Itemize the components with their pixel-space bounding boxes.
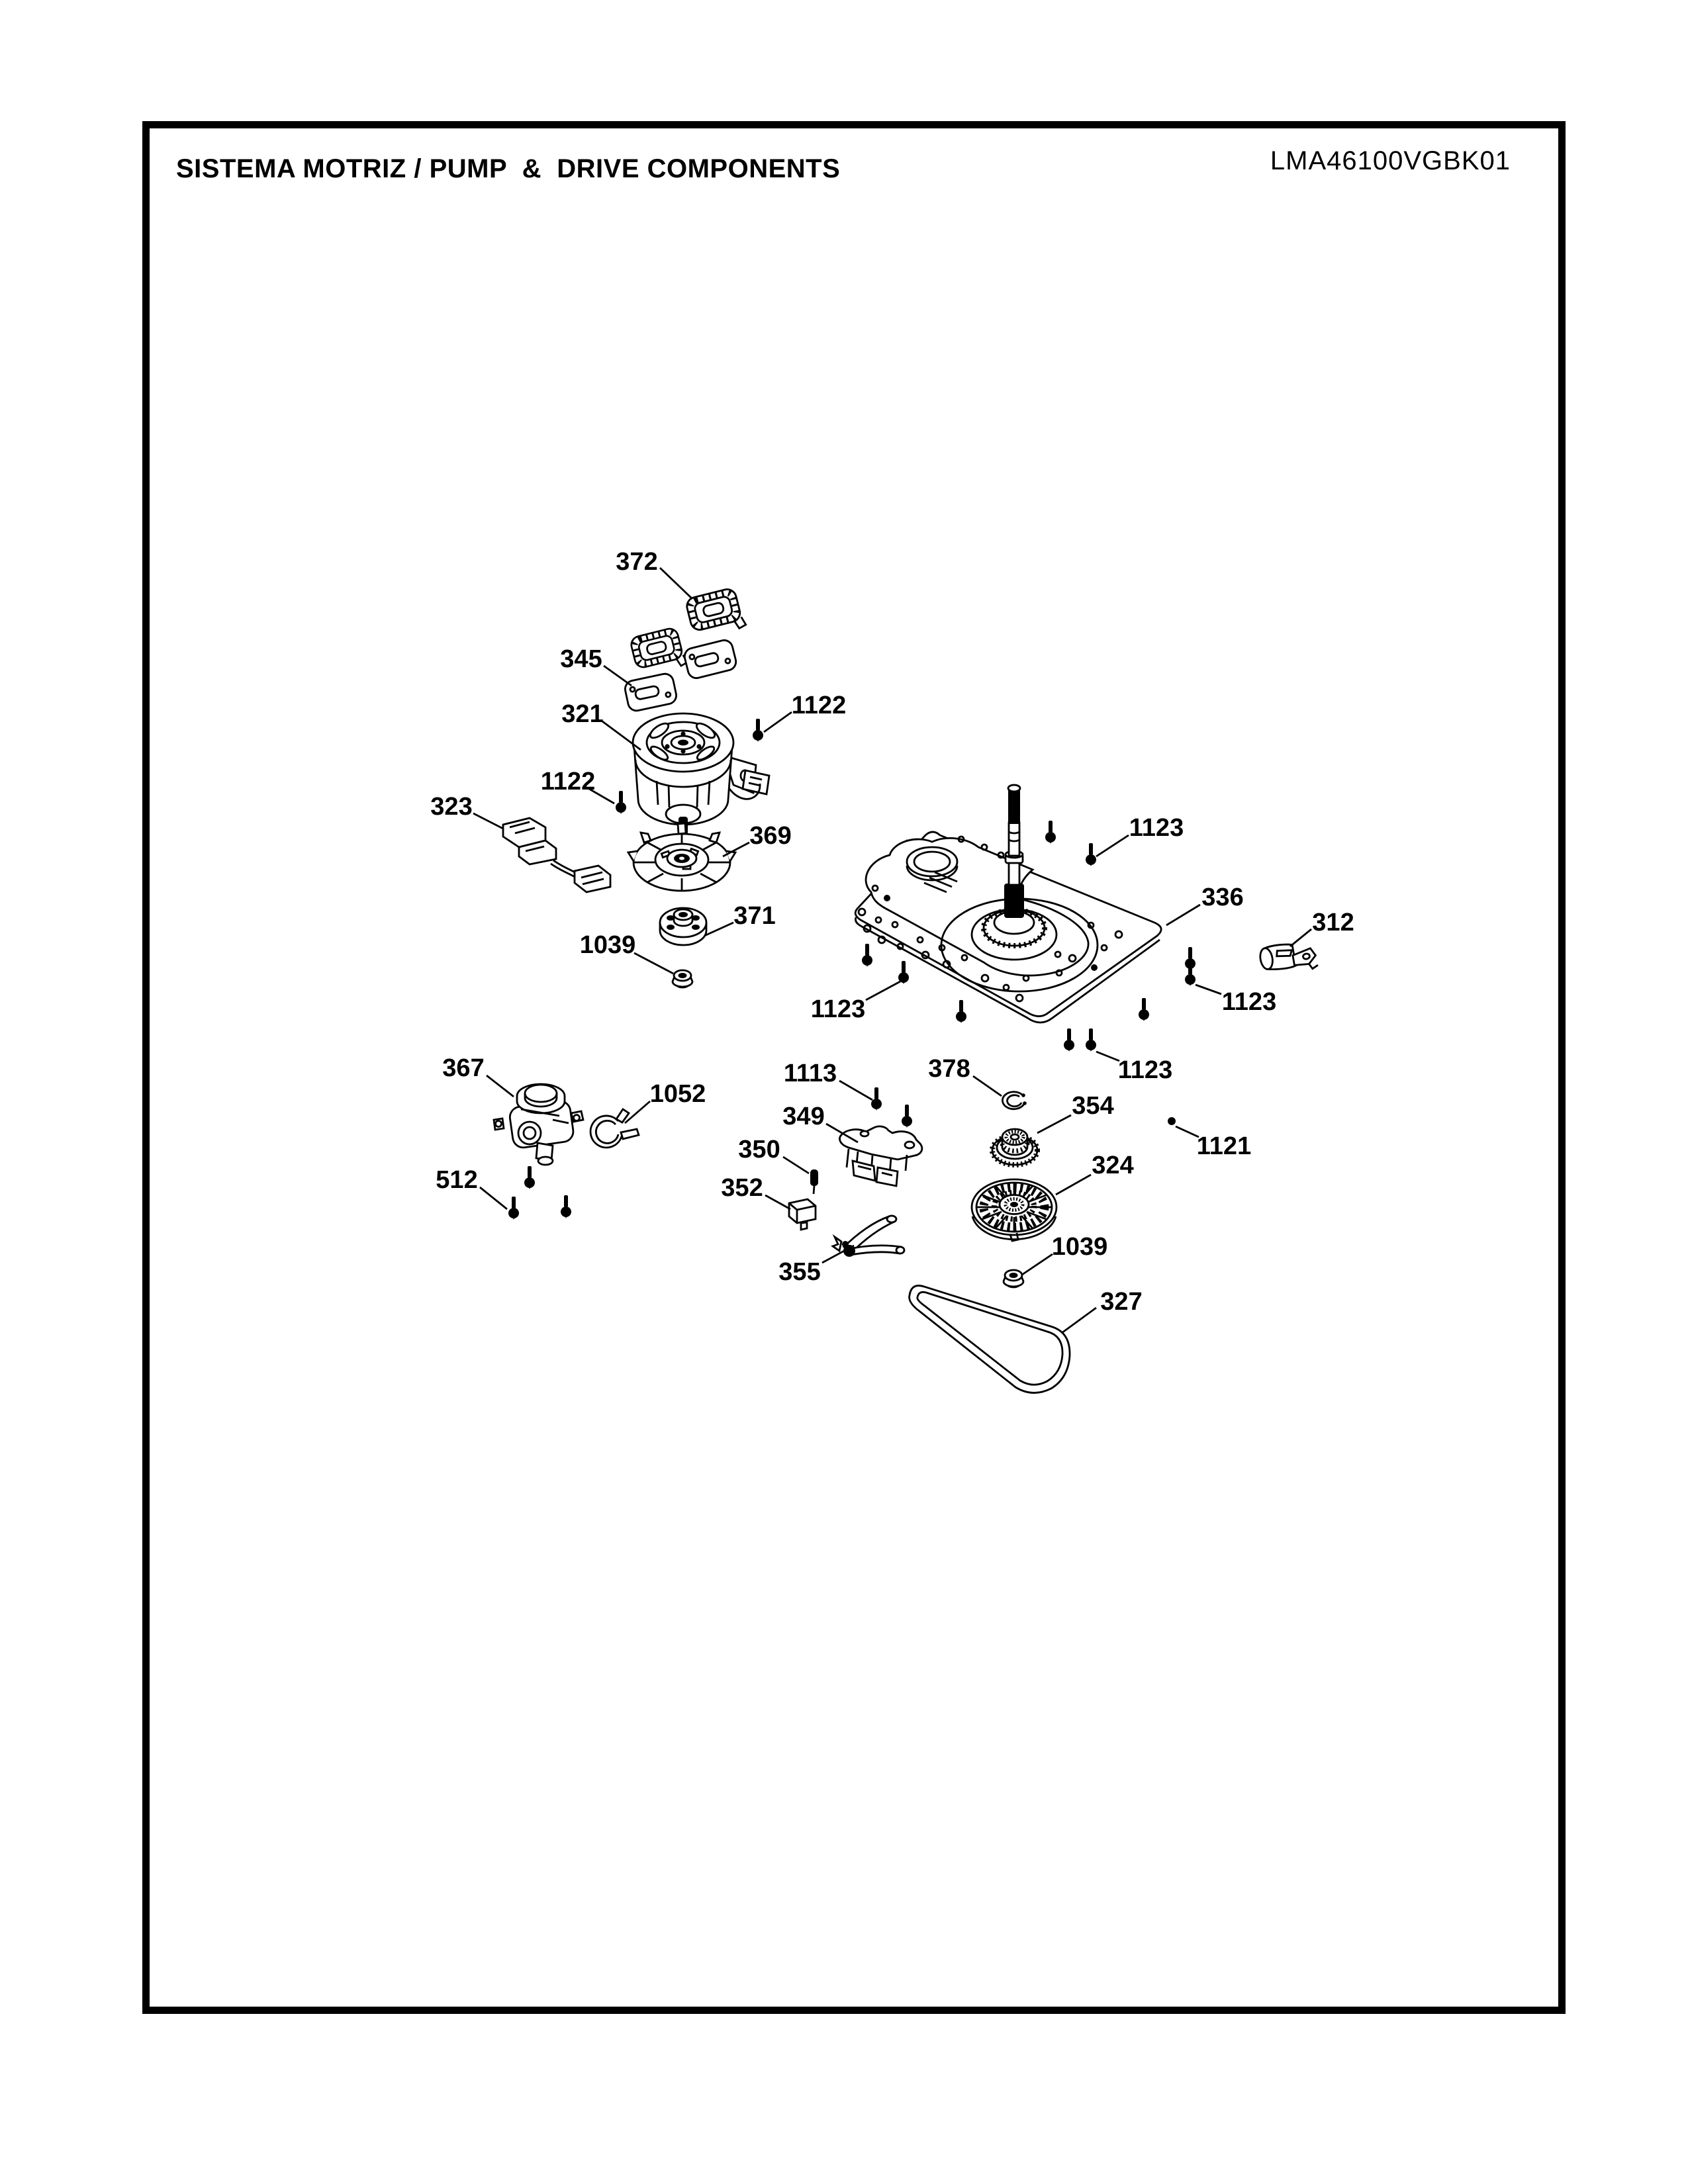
part-label-378: 378 (928, 1055, 970, 1083)
part-label-1121: 1121 (1196, 1132, 1252, 1160)
part-336-platform-assembly (855, 785, 1161, 1023)
part-label-354: 354 (1072, 1092, 1114, 1120)
leader-line (1290, 929, 1311, 946)
screw-icon (1045, 821, 1056, 844)
page-title: SISTEMA MOTRIZ / PUMP & DRIVE COMPONENTS (176, 154, 841, 183)
part-369-fan-rotor (628, 823, 735, 891)
part-321-drive-motor (633, 713, 769, 838)
part-label-1123: 1123 (1221, 988, 1277, 1016)
leader-line (473, 813, 503, 829)
part-372-clutch-pad-2 (630, 626, 688, 676)
part-label-372: 372 (616, 548, 658, 576)
screw-icon (956, 1000, 966, 1023)
part-label-355: 355 (778, 1258, 821, 1286)
leader-line (604, 666, 632, 686)
part-label-336: 336 (1201, 884, 1244, 911)
part-323-wire-harness (503, 818, 610, 892)
leader-line (480, 1187, 507, 1209)
screw-icon (871, 1087, 882, 1111)
part-label-1113: 1113 (783, 1060, 837, 1087)
leader-line (765, 1195, 790, 1209)
part-label-350: 350 (738, 1136, 780, 1163)
part-label-1039: 1039 (579, 931, 636, 959)
leader-line (1062, 1308, 1096, 1333)
ball-screw-icon (1168, 1117, 1176, 1125)
leader-line (1096, 835, 1129, 856)
part-352-switch-block (789, 1199, 816, 1230)
part-345-pad-plate (624, 672, 678, 712)
part-378-retaining-ring (1002, 1092, 1026, 1109)
screw-icon (753, 719, 763, 742)
leader-line (866, 981, 900, 1000)
nut-icon (673, 970, 692, 987)
part-367-drain-pump (494, 1084, 583, 1165)
screw-icon (1086, 843, 1096, 866)
part-label-1039: 1039 (1051, 1233, 1108, 1261)
leader-line (764, 712, 792, 732)
doc-code: LMA46100VGBK01 (1270, 146, 1511, 175)
leader-line (1096, 1052, 1119, 1061)
part-372-clutch-pad (685, 587, 747, 640)
leader-line (660, 568, 692, 599)
part-label-1052: 1052 (649, 1080, 706, 1108)
leader-line (1022, 1254, 1053, 1275)
part-label-345: 345 (560, 645, 602, 673)
leader-line (839, 1081, 872, 1100)
screw-icon (1086, 1028, 1096, 1052)
screw-icon (898, 961, 909, 984)
part-label-367: 367 (442, 1054, 485, 1082)
part-371-clutch-hub (660, 908, 706, 945)
screw-icon (1139, 998, 1149, 1021)
leader-line (1196, 985, 1221, 994)
part-label-312: 312 (1312, 909, 1354, 936)
leader-line (973, 1076, 1002, 1096)
part-label-1122: 1122 (791, 692, 847, 719)
part-label-324: 324 (1092, 1152, 1134, 1179)
screw-icon (1064, 1028, 1074, 1052)
part-label-1122: 1122 (540, 768, 596, 796)
screw-icon (616, 791, 626, 814)
leader-line (1176, 1126, 1199, 1137)
part-pad-plate (683, 639, 738, 680)
screw-icon (508, 1197, 519, 1220)
leader-line (1056, 1175, 1091, 1195)
part-324-drive-pulley (972, 1179, 1056, 1241)
part-label-371: 371 (733, 902, 776, 930)
leader-line (704, 923, 733, 936)
leader-line (634, 953, 673, 974)
leader-line (487, 1075, 514, 1097)
leader-line (1037, 1115, 1071, 1133)
nut-icon (1004, 1270, 1023, 1287)
part-354-drive-gear (992, 1129, 1037, 1165)
part-312-coupling (1258, 938, 1318, 977)
part-327-drive-belt (910, 1286, 1070, 1393)
screw-icon (902, 1105, 912, 1128)
part-label-1123: 1123 (810, 995, 866, 1023)
part-label-327: 327 (1100, 1288, 1143, 1316)
part-350-pin (810, 1169, 818, 1194)
screw-icon (862, 944, 872, 967)
part-label-369: 369 (749, 822, 792, 850)
screw-icon (561, 1195, 571, 1218)
part-label-352: 352 (721, 1174, 763, 1202)
part-label-321: 321 (561, 700, 604, 728)
part-label-1123: 1123 (1117, 1056, 1173, 1084)
part-349-shift-carriage (840, 1126, 922, 1186)
part-1052-hose-clamp (590, 1109, 639, 1148)
screw-icon (524, 1166, 535, 1189)
part-label-323: 323 (430, 793, 473, 821)
leader-line (1166, 905, 1200, 925)
part-label-1123: 1123 (1129, 814, 1184, 842)
leader-line (783, 1157, 809, 1173)
leader-line (723, 842, 749, 856)
part-label-512: 512 (436, 1166, 478, 1194)
part-label-349: 349 (782, 1103, 825, 1130)
